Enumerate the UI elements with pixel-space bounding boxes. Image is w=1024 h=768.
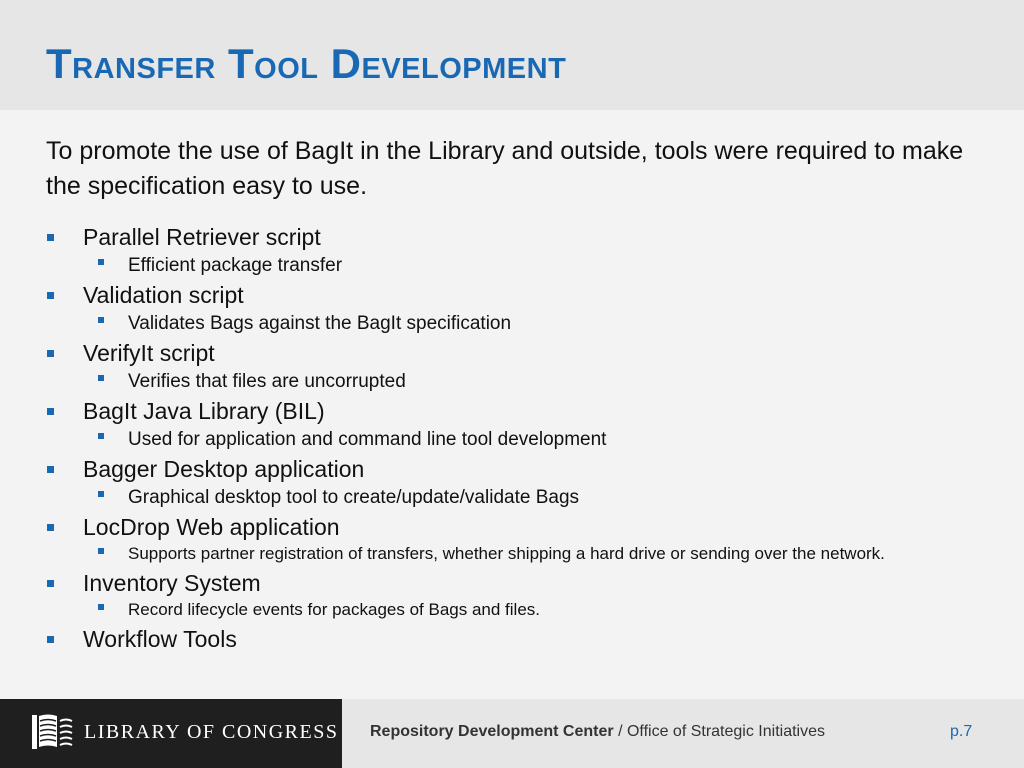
list-item-label: Inventory System <box>83 570 261 596</box>
list-item-label: LocDrop Web application <box>83 514 340 540</box>
footer-separator: / <box>618 723 623 740</box>
list-item-label: Parallel Retriever script <box>83 224 321 250</box>
list-item <box>46 396 1006 454</box>
footer <box>0 699 1024 768</box>
list-item-label: Validation script <box>83 282 244 308</box>
bullet-icon <box>98 604 104 610</box>
sub-list-item <box>128 426 1006 454</box>
sub-list-item <box>128 542 1006 568</box>
footer-org: Repository Development Center <box>370 723 614 740</box>
bullet-icon <box>98 491 104 497</box>
bullet-icon <box>47 636 54 643</box>
footer-office: Office of Strategic Initiatives <box>626 723 825 740</box>
sub-list-item-label: Efficient package transfer <box>128 255 343 276</box>
list-item <box>46 512 1006 568</box>
list-item <box>46 568 1006 624</box>
sub-list-item <box>128 368 1006 396</box>
bullet-icon <box>47 580 54 587</box>
footer-credits <box>370 723 825 741</box>
list-item <box>46 338 1006 396</box>
bullet-icon <box>47 350 54 357</box>
bullet-list <box>46 222 1006 654</box>
list-item <box>46 222 1006 280</box>
bullet-icon <box>47 292 54 299</box>
sub-list-item-label: Supports partner registration of transfers, whether shipping a hard drive or sending over the network. <box>128 544 885 563</box>
sub-list-item-label: Validates Bags against the BagIt specification <box>128 313 512 334</box>
intro-paragraph: To promote the use of BagIt in the Library and outside, tools were required to make the specification easy to use. <box>46 137 964 200</box>
bullet-icon <box>98 433 104 439</box>
bullet-icon <box>98 259 104 265</box>
bullet-icon <box>98 548 104 554</box>
bullet-icon <box>47 408 54 415</box>
page-number: p.7 <box>950 723 973 740</box>
sub-list-item-label: Graphical desktop tool to create/update/validate Bags <box>128 487 580 508</box>
bullet-icon <box>47 524 54 531</box>
slide-title: Transfer Tool Development <box>46 40 567 87</box>
list-item-label: VerifyIt script <box>83 340 215 366</box>
list-item <box>46 280 1006 338</box>
bullet-icon <box>98 317 104 323</box>
sub-list-item-label: Verifies that files are uncorrupted <box>128 371 406 392</box>
sub-list-item-label: Record lifecycle events for packages of Bags and files. <box>128 600 540 619</box>
logo-wordmark: LIBRARY OF CONGRESS <box>84 721 339 743</box>
library-of-congress-logo <box>0 699 342 768</box>
sub-list-item <box>128 598 1006 624</box>
list-item-label: Workflow Tools <box>83 626 237 652</box>
bullet-icon <box>47 466 54 473</box>
title-bar <box>0 0 1024 110</box>
sub-list-item-label: Used for application and command line tool development <box>128 429 607 450</box>
bullet-icon <box>98 375 104 381</box>
open-book-icon <box>30 713 74 751</box>
bullet-icon <box>47 234 54 241</box>
sub-list-item <box>128 484 1006 512</box>
sub-list-item <box>128 310 1006 338</box>
sub-list-item <box>128 252 1006 280</box>
list-item-label: Bagger Desktop application <box>83 456 365 482</box>
list-item <box>46 624 1006 654</box>
list-item-label: BagIt Java Library (BIL) <box>83 398 325 424</box>
list-item <box>46 454 1006 512</box>
